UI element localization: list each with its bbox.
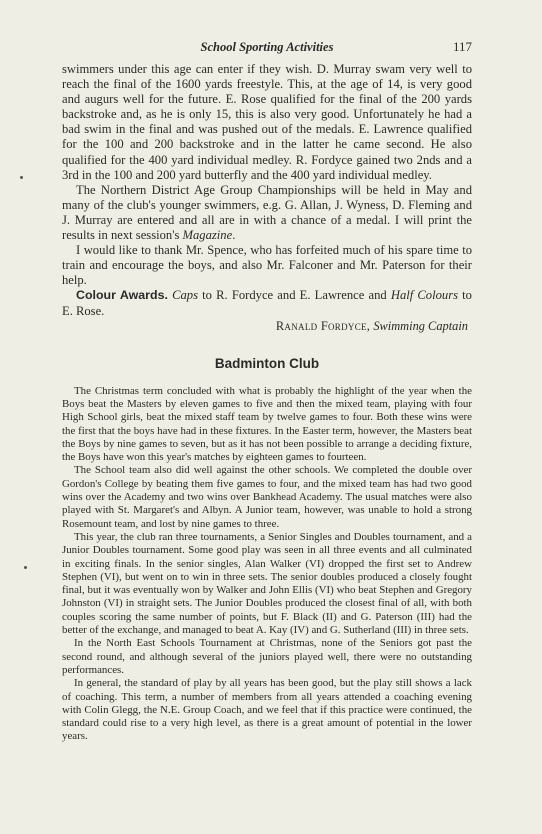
text-run: . [232,228,236,243]
badminton-paragraph: The Christmas term concluded with what is probably the highlight of the year when the Boys beat the Masters by eleven games to five and then the mixed team, playing with four High School girls, beat the mixed staff team by twelve games to four. Both these wins were the first that the boys have had in these fixtures. In the Easter term, however, the Masters beat the Boys by nine games to seven, but as it has not been possible to arrange a deciding fixture, the Boys have won this year's matches by eighteen games to fourteen. [62,384,472,464]
signature-role: Swimming Captain [373,318,468,333]
signature-name: Ranald Fordyce, [275,318,371,333]
badminton-report [62,385,472,744]
margin-mark [24,566,27,569]
swimming-paragraph-2 [62,183,472,243]
swimming-paragraph-3: I would like to thank Mr. Spence, who has forfeited much of his spare time to train and encourage the boys, and also Mr. Falconer and Mr. Paterson for their help. [62,243,472,288]
badminton-paragraph: This year, the club ran three tournaments, a Senior Singles and Doubles tournament, and a Junior Doubles tournament. Some good play was seen in all three events and all culminated in exciting finals. In the senior singles, Alan Walker (VI) dropped the first set to Andrew Stephen (VI), but went on to win in three sets. The senior doubles produced a closely fought final, but it was eventually won by Walker and John Ellis (VI) who beat Stephen and Gregory Johnston (VI) in straight sets. The Junior Doubles produced the closest final of all, with both couples scoring the same number of points, but F. Black (II) and G. Paterson (III) had the better of the exchange, and managed to beat A. Kay (IV) and G. Sutherland (III) in three sets. [62,530,472,637]
running-header [62,36,472,56]
text-run: to E. Rose. [62,288,472,318]
running-title: School Sporting Activities [200,40,334,54]
page-number: 117 [452,39,472,54]
badminton-paragraph: In general, the standard of play by all years has been good, but the play still shows a lack of coaching. This term, a number of members from all years attended a coaching evening with Colin Glegg, the N.E. Group Coach, and we feel that if this practice were continued, the standard could rise to a very high level, as there is a great amount of potential in the lower years. [62,677,472,743]
swimming-report [62,62,472,334]
colour-awards [62,288,472,318]
magazine-title: Magazine [182,228,233,243]
page [62,36,472,744]
caps-label: Caps [172,288,198,303]
colour-awards-heading: Colour Awards. [76,288,168,303]
text-run: to R. Fordyce and E. Lawrence and [198,288,391,303]
text-run: The Northern District Age Group Championships will be held in May and many of the club's younger swimmers, e.g. G. Allan, J. Wyness, D. Fleming and J. Murray are entered and all are in with a chance of a medal. I will print the results in next session's [62,182,472,243]
swimming-paragraph-1: swimmers under this age can enter if they wish. D. Murray swam very well to reach the final of the 1600 yards freestyle. This, at the age of 14, is very good and augurs well for the future. E. Rose qualified for the final of the 200 yards backstroke and, as he is only 15, this is also very good. Unfortunately he had a bad swim in the final and was pushed out of the medals. E. Lawrence qualified for the 100 and 200 backstroke and in the latter he came second. He also qualified for the 400 yard individual medley. R. Fordyce gained two 2nds and a 3rd in the 100 and 200 yard butterfly and the 400 yard individual medley. [62,62,472,182]
margin-mark [20,176,23,179]
badminton-paragraph: The School team also did well against the other schools. We completed the double over Gordon's College by beating them five games to four, and the mixed team has had two good wins over the Academy and two wins over Bankhead Academy. The usual matches were also played with St. Margaret's and Albyn. A Junior team, however, was unable to hold a strong Rosemount team, and lost by nine games to three. [62,464,472,530]
badminton-paragraph: In the North East Schools Tournament at Christmas, none of the Seniors got past the second round, and although several of the juniors played well, there were no outstanding performances. [62,637,472,676]
signature [62,319,472,334]
half-colours-label: Half Colours [390,288,458,303]
section-heading: Badminton Club [214,355,320,371]
